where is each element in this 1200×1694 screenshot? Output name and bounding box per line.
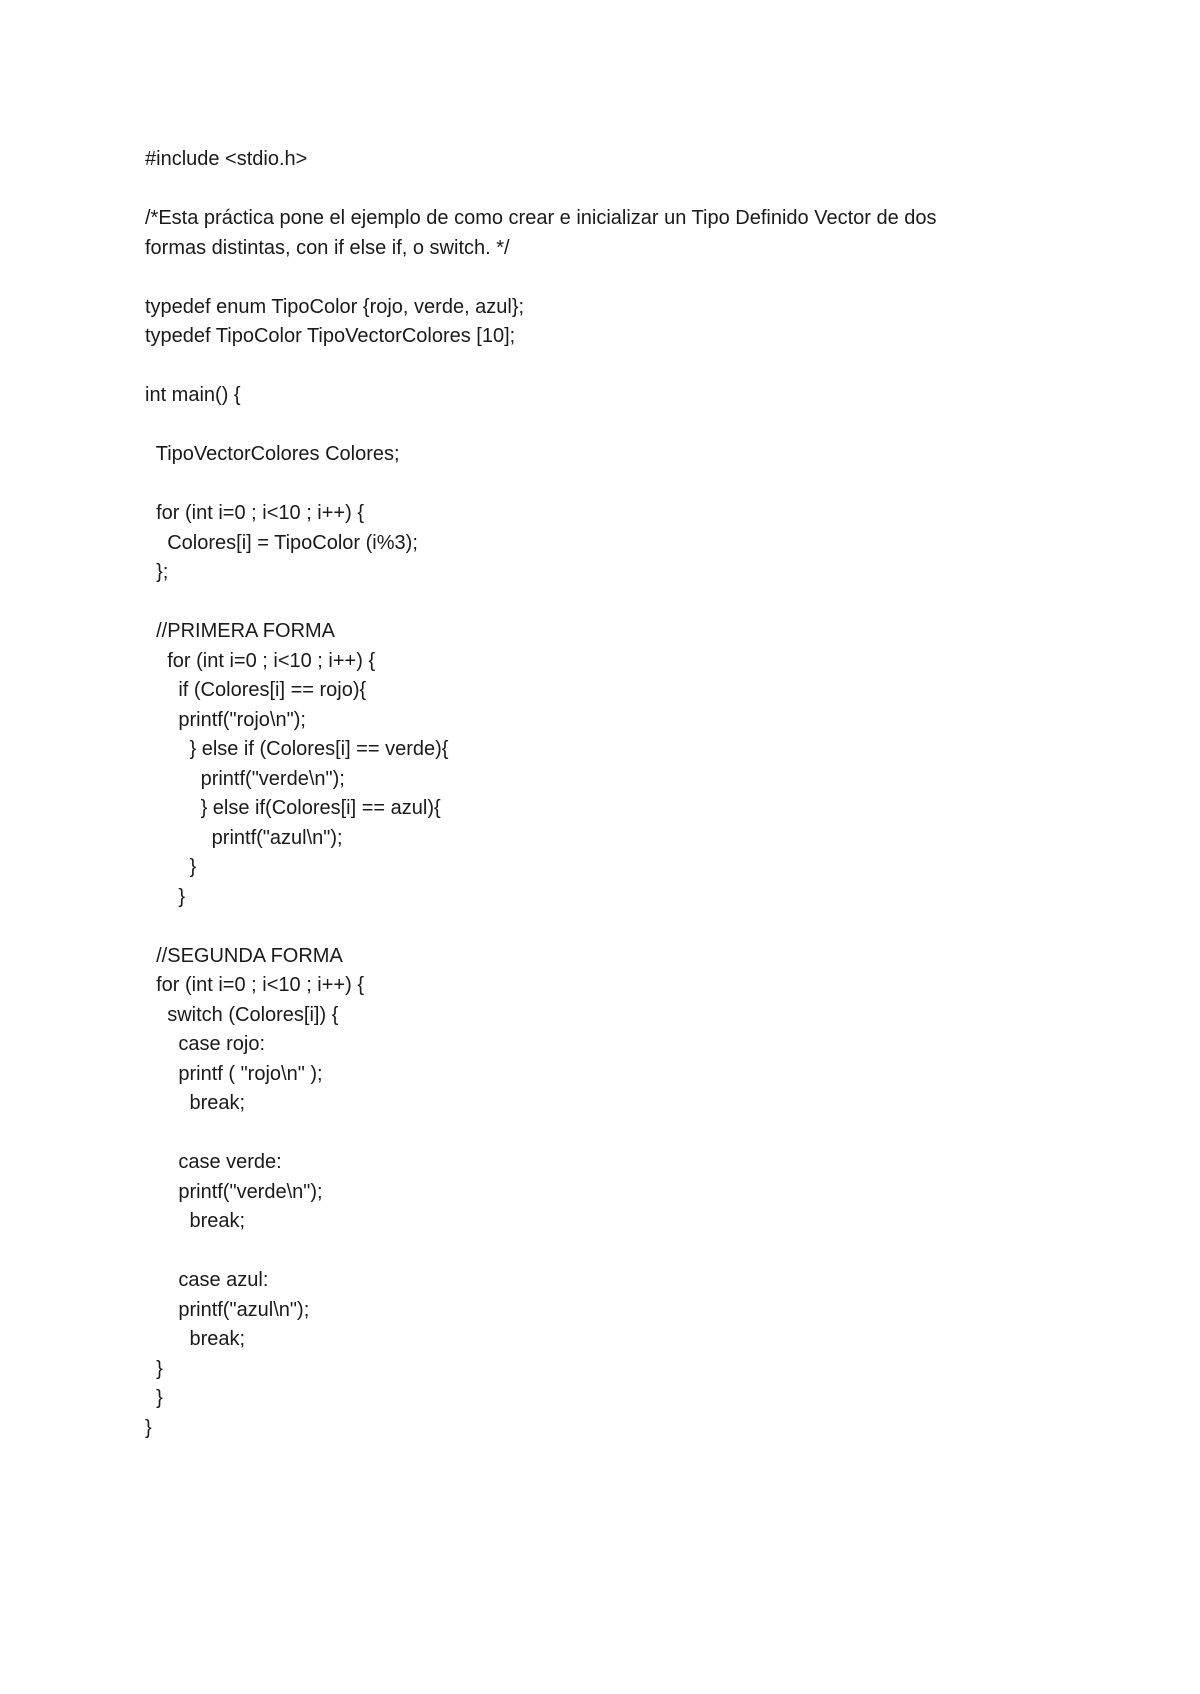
code-line: switch (Colores[i]) { [145,1003,339,1026]
code-line: case verde: [145,1151,282,1173]
code-line: /*Esta práctica pone el ejemplo de como crear e inicializar un Tipo Definido Vector de dos [145,207,937,229]
code-line: TipoVectorColores Colores; [145,443,400,465]
code-line [145,352,1065,382]
code-line: //SEGUNDA FORMA [145,944,343,967]
code-line: }; [145,561,169,583]
code-line: Colores[i] = TipoColor (i%3); [145,531,418,554]
code-line: case azul: [145,1269,269,1291]
code-line: } [145,1416,152,1439]
code-line: break; [145,1210,246,1232]
code-line: } [145,1387,163,1409]
code-line [145,588,1065,618]
code-line: for (int i=0 ; i<10 ; i++) { [145,649,376,672]
code-line: } else if (Colores[i] == verde){ [145,738,449,760]
code-line: case rojo: [145,1033,266,1055]
code-line: printf("verde\n"); [145,1180,323,1203]
code-line: typedef enum TipoColor {rojo, verde, azul}; [145,295,525,318]
code-line: #include <stdio.h> [145,148,308,170]
code-line: } [145,1357,163,1380]
code-line: for (int i=0 ; i<10 ; i++) { [145,974,365,996]
code-line: //PRIMERA FORMA [145,620,336,642]
code-line [145,175,1065,205]
code-line: printf("azul\n"); [145,1298,310,1321]
code-line [145,470,1065,500]
code-line: formas distintas, con if else if, o switch. */ [145,236,510,259]
document-page [145,145,1065,1443]
code-line [145,411,1065,441]
code-line: } else if(Colores[i] == azul){ [145,797,441,819]
code-line: int main() { [145,384,241,406]
code-line: printf("azul\n"); [145,826,343,849]
code-line: if (Colores[i] == rojo){ [145,679,367,701]
code-line: break; [145,1328,246,1350]
code-line [145,263,1065,293]
code-line: for (int i=0 ; i<10 ; i++) { [145,502,365,524]
code-line: typedef TipoColor TipoVectorColores [10]; [145,325,516,347]
code-line: printf ( "rojo\n" ); [145,1062,323,1085]
code-line [145,1119,1065,1149]
code-line [145,1237,1065,1267]
code-line: } [145,856,197,878]
code-line [145,912,1065,942]
code-line: printf("rojo\n"); [145,708,306,731]
code-line: break; [145,1092,246,1114]
code-line: } [145,885,186,908]
code-line: printf("verde\n"); [145,767,345,790]
